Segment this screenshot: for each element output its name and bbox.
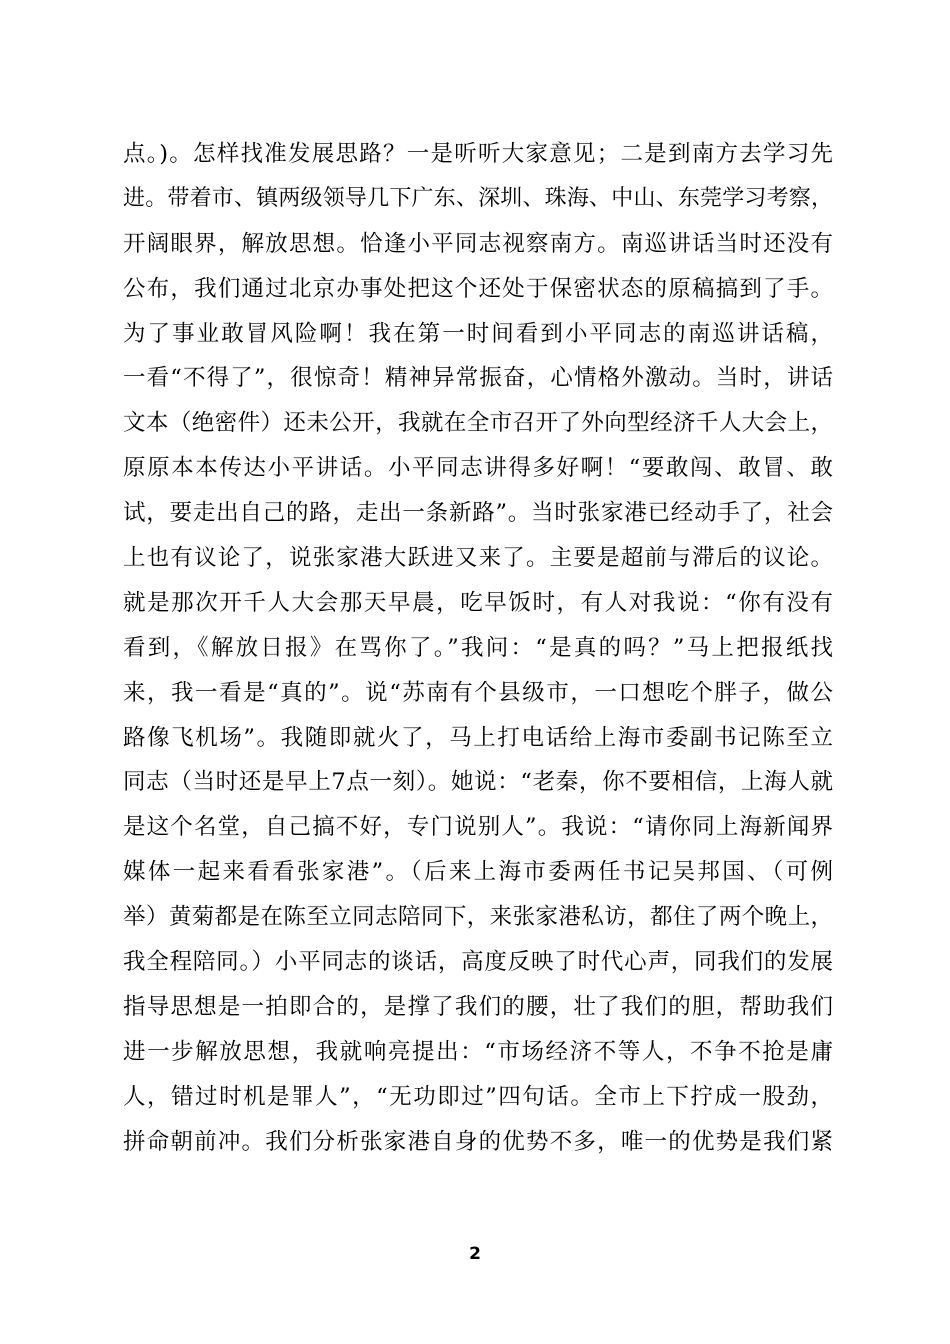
text-line: 是这个名堂，自己搞不好，专门说别人”。我说：“请你同上海新闻界 bbox=[123, 814, 833, 841]
text-line: 人，错过时机是罪人”，“无功即过”四句话。全市上下拧成一股劲， bbox=[123, 1083, 833, 1110]
text-line: 为了事业敢冒风险啊！我在第一时间看到小平同志的南巡讲话稿， bbox=[123, 320, 833, 347]
text-line: 公布，我们通过北京办事处把这个还处于保密状态的原稿搞到了手。 bbox=[123, 275, 833, 302]
text-line: 原原本本传达小平讲话。小平同志讲得多好啊！“要敢闯、敢冒、敢 bbox=[123, 455, 833, 482]
page-number: 2 bbox=[469, 1244, 481, 1264]
text-line: 就是那次开千人大会那天早晨，吃早饭时，有人对我说：“你有没有 bbox=[123, 589, 833, 616]
text-line: 进一步解放思想，我就响亮提出：“市场经济不等人，不争不抢是庸 bbox=[123, 1038, 833, 1065]
text-line: 点。)。怎样找准发展思路？一是听听大家意见；二是到南方去学习先 bbox=[123, 141, 833, 167]
text-line: 举）黄菊都是在陈至立同志陪同下，来张家港私访，都住了两个晚上， bbox=[123, 904, 833, 931]
text-line: 文本（绝密件）还未公开，我就在全市召开了外向型经济千人大会上， bbox=[123, 410, 833, 437]
text-line: 一看“不得了”，很惊奇！精神异常振奋，心情格外激动。当时，讲话 bbox=[123, 365, 833, 392]
body-text bbox=[123, 132, 833, 1164]
text-line: 看到，《解放日报》在骂你了。”我问：“是真的吗？”马上把报纸找 bbox=[123, 634, 833, 661]
text-line: 路像飞机场”。我随即就火了，马上打电话给上海市委副书记陈至立 bbox=[123, 724, 833, 751]
text-line: 上也有议论了，说张家港大跃进又来了。主要是超前与滞后的议论。 bbox=[123, 545, 833, 572]
text-line: 试，要走出自己的路，走出一条新路”。当时张家港已经动手了，社会 bbox=[123, 500, 833, 527]
text-line: 开阔眼界，解放思想。恰逢小平同志视察南方。南巡讲话当时还没有 bbox=[123, 230, 833, 257]
text-line: 指导思想是一拍即合的，是撑了我们的腰，壮了我们的胆，帮助我们 bbox=[123, 993, 833, 1020]
text-line: 进。带着市、镇两级领导几下广东、深圳、珠海、中山、东莞学习考察， bbox=[123, 185, 833, 211]
text-line: 拼命朝前冲。我们分析张家港自身的优势不多，唯一的优势是我们紧 bbox=[123, 1128, 833, 1155]
text-line: 来，我一看是“真的”。说“苏南有个县级市，一口想吃个胖子，做公 bbox=[123, 679, 833, 706]
text-line: 我全程陪同。）小平同志的谈话，高度反映了时代心声，同我们的发展 bbox=[123, 949, 833, 976]
text-line: 同志（当时还是早上7点一刻）。她说：“老秦，你不要相信，上海人就 bbox=[123, 769, 833, 796]
text-line: 媒体一起来看看张家港”。（后来上海市委两任书记吴邦国、（可例 bbox=[123, 859, 833, 886]
